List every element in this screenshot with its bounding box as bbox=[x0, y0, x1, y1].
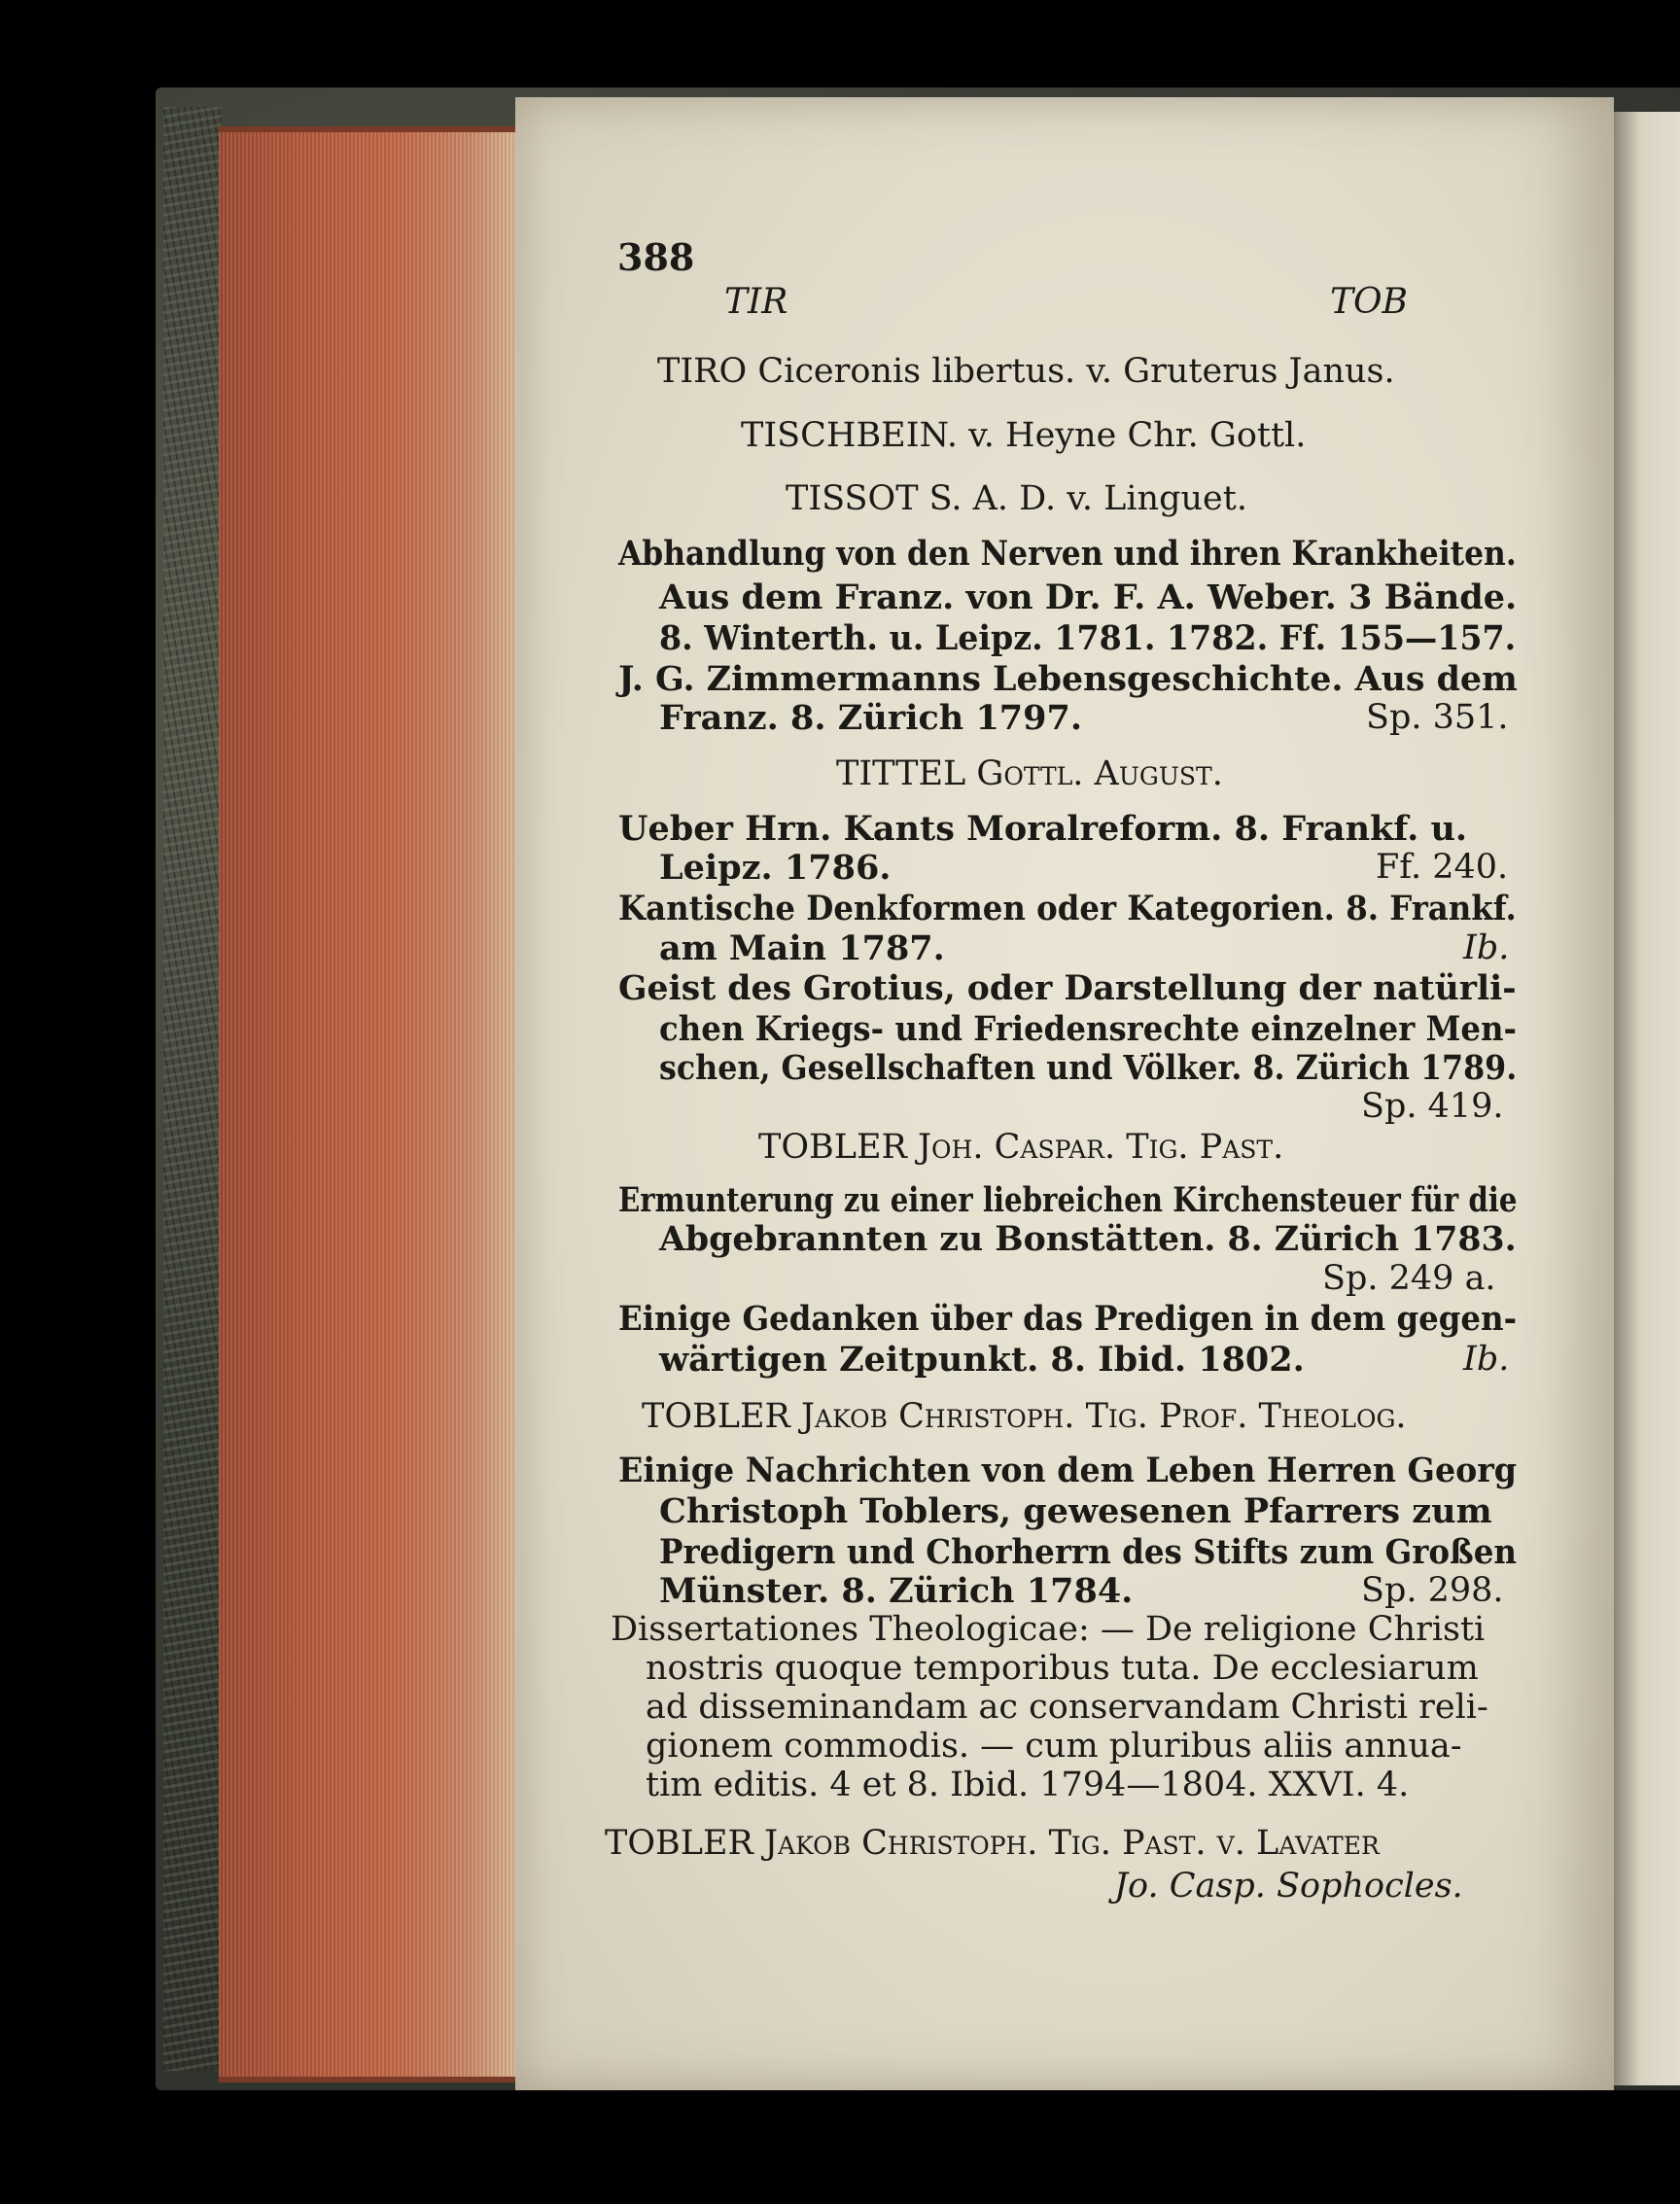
entry-line: 8. Winterth. u. Leipz. 1781. 1782. Ff. 155—157. bbox=[659, 618, 1517, 658]
entry-reference: Ib. bbox=[1463, 1340, 1510, 1379]
entry-heading: TISSOT S. A. D. v. Linguet. bbox=[786, 479, 1247, 518]
entry-line: wärtigen Zeitpunkt. 8. Ibid. 1802. bbox=[659, 1340, 1305, 1380]
entry-reference: Sp. 351. bbox=[1366, 698, 1509, 737]
running-head-right: TOB bbox=[1330, 282, 1408, 322]
entry-heading: TISCHBEIN. v. Heyne Chr. Gottl. bbox=[741, 416, 1307, 455]
entry-line: am Main 1787. bbox=[659, 928, 945, 968]
entry-heading: TOBLER Jakob Christoph. Tig. Prof. Theolog. bbox=[642, 1397, 1407, 1436]
entry-reference: Sp. 249 a. bbox=[1322, 1259, 1496, 1298]
page-number: 388 bbox=[617, 235, 695, 279]
entry-line: Abhandlung von den Nerven und ihren Krankheiten. bbox=[618, 534, 1517, 574]
entry-line: Aus dem Franz. von Dr. F. A. Weber. 3 Bände. bbox=[659, 577, 1518, 617]
entry-heading: TIRO Ciceronis libertus. v. Gruterus Janus. bbox=[657, 352, 1395, 391]
entry-line: Münster. 8. Zürich 1784. bbox=[659, 1571, 1134, 1611]
entry-heading: TITTEL Gottl. August. bbox=[836, 754, 1223, 793]
entry-reference: Sp. 298. bbox=[1361, 1571, 1504, 1610]
entry-line: gionem commodis. — cum pluribus aliis annua- bbox=[646, 1727, 1462, 1766]
page-edges bbox=[219, 126, 515, 2082]
entry-line: Dissertationes Theologicae: — De religione Christi bbox=[611, 1610, 1486, 1649]
entry-line: Leipz. 1786. bbox=[659, 848, 892, 888]
entry-line: schen, Gesellschaften und Völker. 8. Zürich 1789. bbox=[659, 1048, 1518, 1088]
entry-line: chen Kriegs- und Friedensrechte einzelner Men- bbox=[659, 1009, 1518, 1049]
entry-heading: TOBLER Jakob Christoph. Tig. Past. v. Lavater bbox=[605, 1824, 1380, 1863]
entry-reference: Ff. 240. bbox=[1376, 848, 1509, 887]
entry-line: Jo. Casp. Sophocles. bbox=[1114, 1867, 1463, 1906]
entry-line: Ermunterung zu einer liebreichen Kirchensteuer für die bbox=[618, 1180, 1518, 1220]
entry-line: tim editis. 4 et 8. Ibid. 1794—1804. XXVI. 4. bbox=[646, 1766, 1410, 1804]
entry-heading: TOBLER Joh. Caspar. Tig. Past. bbox=[758, 1128, 1284, 1167]
entry-line: Predigern und Chorherrn des Stifts zum Großen bbox=[659, 1532, 1518, 1572]
entry-line: Ueber Hrn. Kants Moralreform. 8. Frankf. u. bbox=[618, 809, 1468, 849]
entry-line: Geist des Grotius, oder Darstellung der natürli- bbox=[618, 968, 1517, 1008]
entry-line: Christoph Toblers, gewesenen Pfarrers zum bbox=[659, 1491, 1492, 1531]
running-head-left: TIR bbox=[724, 282, 788, 322]
entry-reference: Sp. 419. bbox=[1361, 1087, 1504, 1126]
entry-line: nostris quoque temporibus tuta. De ecclesiarum bbox=[646, 1649, 1479, 1688]
entry-line: J. G. Zimmermanns Lebensgeschichte. Aus dem bbox=[618, 659, 1518, 699]
facing-page-edge bbox=[1614, 112, 1680, 2085]
entry-line: Einige Nachrichten von dem Leben Herren Georg bbox=[618, 1451, 1518, 1490]
cover-texture bbox=[163, 107, 222, 2071]
entry-line: Abgebrannten zu Bonstätten. 8. Zürich 1783. bbox=[659, 1219, 1517, 1259]
entry-line: Einige Gedanken über das Predigen in dem gegen- bbox=[618, 1299, 1518, 1339]
entry-line: ad disseminandam ac conservandam Christi reli- bbox=[646, 1688, 1488, 1727]
entry-reference: Ib. bbox=[1463, 928, 1510, 967]
entry-line: Kantische Denkformen oder Kategorien. 8. Frankf. bbox=[618, 889, 1517, 928]
entry-line: Franz. 8. Zürich 1797. bbox=[659, 698, 1083, 738]
